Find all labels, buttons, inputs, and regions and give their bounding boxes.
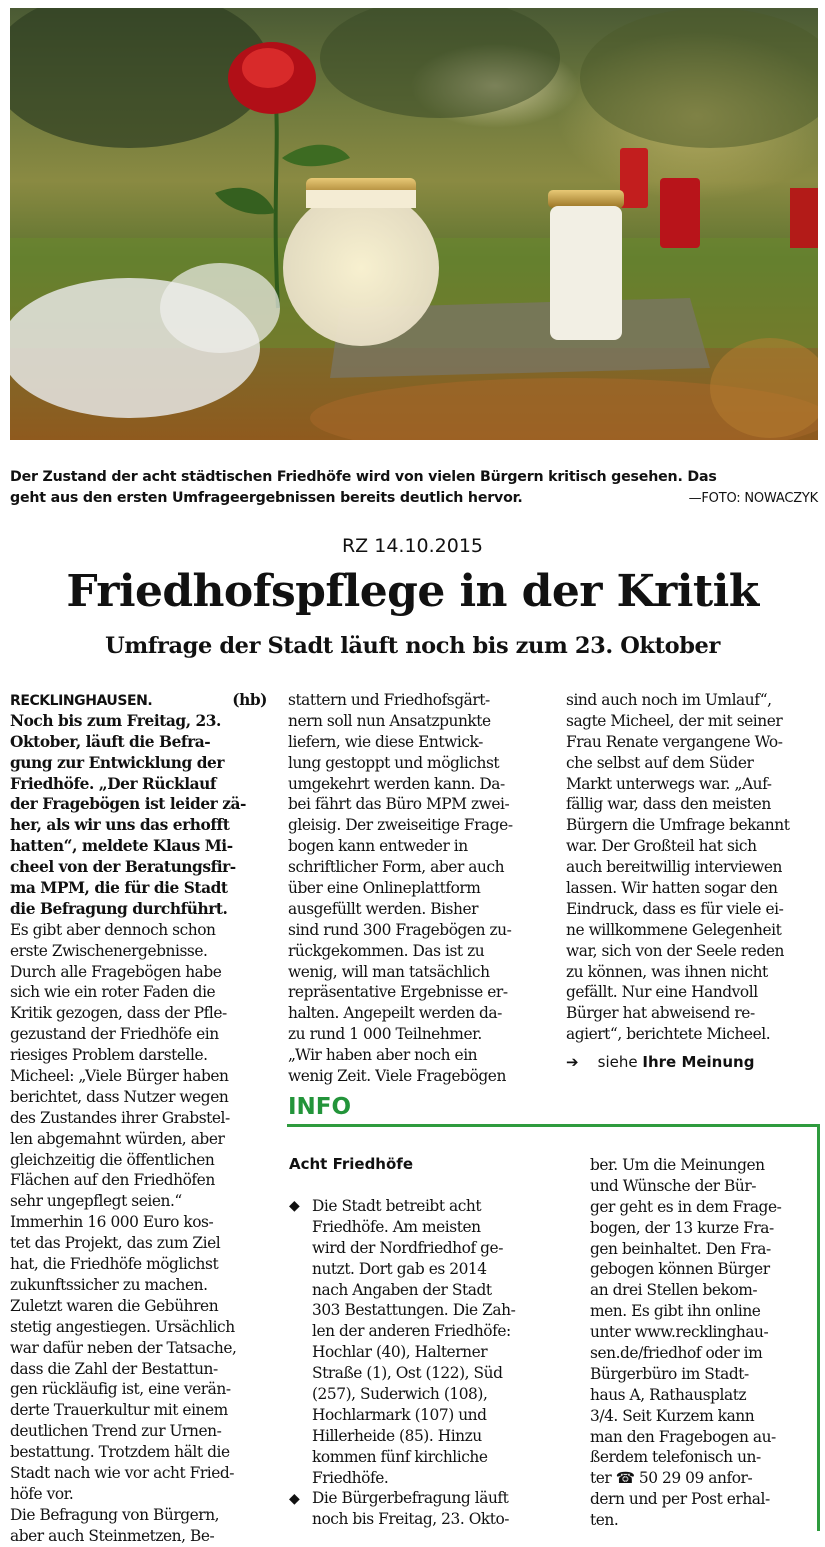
bullet-icon: ◆ <box>289 1491 300 1507</box>
text-line: ger geht es in dem Frage- <box>590 1197 782 1216</box>
text-line: ma MPM, die für die Stadt <box>10 879 228 898</box>
text-line: che selbst auf dem Süder <box>566 753 754 772</box>
text-line: wird der Nordfriedhof ge- <box>312 1238 503 1257</box>
text-line: Friedhöfe. <box>312 1468 389 1487</box>
text-line: ßerdem telefonisch un- <box>590 1448 761 1467</box>
text-line: bestattung. Trotzdem hält die <box>10 1443 230 1462</box>
text-line: sich wie ein roter Faden die <box>10 983 216 1002</box>
photo-illustration <box>10 8 818 440</box>
text-line: stattern und Friedhofsgärt- <box>288 691 490 709</box>
text-line: repräsentative Ergebnisse er- <box>288 983 508 1002</box>
text-line: wenig Zeit. Viele Fragebögen <box>288 1067 506 1086</box>
text-line: war dafür neben der Tatsache, <box>10 1338 237 1357</box>
text-line: stetig angestiegen. Ursächlich <box>10 1317 235 1336</box>
see-also-prefix: siehe <box>597 1053 638 1071</box>
text-line: sind rund 300 Fragebögen zu- <box>288 920 512 939</box>
text-line: des Zustandes ihrer Grabstel- <box>10 1108 230 1127</box>
see-also-target: Ihre Meinung <box>642 1053 755 1071</box>
text-line: fällig war, dass den meisten <box>566 795 771 814</box>
text-line: und Wünsche der Bür- <box>590 1176 757 1195</box>
text-line: rückgekommen. Das ist zu <box>288 941 485 960</box>
text-line: 303 Bestattungen. Die Zah- <box>312 1301 516 1320</box>
text-line: her, als wir uns das erhofft <box>10 816 230 835</box>
text-line: Frau Renate vergangene Wo- <box>566 732 783 751</box>
text-line: Immerhin 16 000 Euro kos- <box>10 1213 214 1232</box>
text-line: Micheel: „Viele Bürger haben <box>10 1067 229 1086</box>
info-column-right <box>590 1155 812 1531</box>
text-line: Kritik gezogen, dass der Pfle- <box>10 1004 227 1023</box>
text-line: noch bis Freitag, 23. Okto- <box>312 1510 510 1529</box>
text-line: Oktober, läuft die Befra- <box>10 732 211 751</box>
text-line: höfe vor. <box>10 1484 74 1503</box>
text-line: dass die Zahl der Bestattun- <box>10 1359 218 1378</box>
caption-line-1: Der Zustand der acht städtischen Friedhöfe wird von vielen Bürgern kritisch gesehen. Das <box>10 469 717 485</box>
text-line: Straße (1), Ost (122), Süd <box>312 1364 503 1383</box>
text-line: Noch bis zum Freitag, 23. <box>10 711 221 730</box>
text-line: gung zur Entwicklung der <box>10 753 225 772</box>
text-line: gezustand der Friedhöfe ein <box>10 1025 219 1044</box>
text-line: len abgemahnt würden, aber <box>10 1129 225 1148</box>
caption-line-2: geht aus den ersten Umfrageergebnissen bereits deutlich hervor. <box>10 490 523 506</box>
text-line: aber auch Steinmetzen, Be- <box>10 1526 215 1545</box>
text-line: Stadt nach wie vor acht Fried- <box>10 1463 235 1482</box>
text-line: unter www.recklinghau- <box>590 1323 769 1342</box>
text-line: über eine Onlineplattform <box>288 879 481 898</box>
text-line: 3/4. Seit Kurzem kann <box>590 1406 755 1425</box>
text-line: lung gestoppt und möglichst <box>288 753 500 772</box>
article-column-2 <box>288 690 544 1087</box>
photo-caption <box>10 467 818 509</box>
text-line: nutzt. Dort gab es 2014 <box>312 1259 487 1278</box>
text-line: schriftlicher Form, aber auch <box>288 858 505 877</box>
text-line: Die Befragung von Bürgern, <box>10 1505 220 1524</box>
text-line: (257), Suderwich (108), <box>312 1385 488 1404</box>
text-line: gefällt. Nur eine Handvoll <box>566 983 758 1002</box>
text-line: an drei Stellen bekom- <box>590 1281 758 1300</box>
text-line: erste Zwischenergebnisse. <box>10 941 208 960</box>
text-line: Markt unterwegs war. „Auf- <box>566 774 772 793</box>
date-stamp: RZ 14.10.2015 <box>341 535 484 557</box>
text-line: ten. <box>590 1511 619 1530</box>
text-line: wenig, will man tatsächlich <box>288 962 490 981</box>
text-line: Bürgerbüro im Stadt- <box>590 1364 749 1383</box>
article-column-1 <box>10 690 267 1547</box>
text-line: sehr ungepflegt seien.“ <box>10 1192 182 1211</box>
text-line: Bürgern die Umfrage bekannt <box>566 816 790 835</box>
text-line: ber. Um die Meinungen <box>590 1156 765 1174</box>
text-line: halten. Angepeilt werden da- <box>288 1004 502 1023</box>
text-line: hat, die Friedhöfe möglichst <box>10 1255 219 1274</box>
headline: Friedhofspflege in der Kritik <box>66 566 759 617</box>
text-line: berichtet, dass Nutzer wegen <box>10 1087 229 1106</box>
text-line: Zuletzt waren die Gebühren <box>10 1296 219 1315</box>
text-line: Flächen auf den Friedhöfen <box>10 1171 215 1190</box>
text-line: dern und per Post erhal- <box>590 1490 770 1509</box>
text-line: nern soll nun Ansatzpunkte <box>288 711 491 730</box>
text-line: liefern, wie diese Entwick- <box>288 732 483 751</box>
text-line: war. Der Großteil hat sich <box>566 837 757 856</box>
text-line: riesiges Problem darstelle. <box>10 1046 208 1065</box>
text-line: auch bereitwillig interviewen <box>566 858 783 877</box>
text-line: umgekehrt werden kann. Da- <box>288 774 505 793</box>
text-line: agiert“, berichtete Micheel. <box>566 1025 771 1044</box>
text-line: sind auch noch im Umlauf“, <box>566 691 772 709</box>
text-line: sagte Micheel, der mit seiner <box>566 711 783 730</box>
text-line: ne willkommene Gelegenheit <box>566 920 782 939</box>
text-line: gleisig. Der zweiseitige Frage- <box>288 816 513 835</box>
text-line: bogen, der 13 kurze Fra- <box>590 1218 774 1237</box>
text-line: zukunftssicher zu machen. <box>10 1275 208 1294</box>
text-line: war, sich von der Seele reden <box>566 941 784 960</box>
arrow-right-icon: ➔ <box>566 1053 579 1071</box>
text-line: lassen. Wir hatten sogar den <box>566 879 778 898</box>
text-line: gen rückläufig ist, eine verän- <box>10 1380 231 1399</box>
text-line: der Fragebögen ist leider zä- <box>10 795 246 814</box>
text-line: Hochlarmark (107) und <box>312 1405 487 1424</box>
text-line: Bürger hat abweisend re- <box>566 1004 755 1023</box>
text-line: Die Stadt betreibt acht <box>312 1197 482 1215</box>
text-line: deutlichen Trend zur Urnen- <box>10 1422 222 1441</box>
photo-credit: —FOTO: NOWACZYK <box>688 491 818 506</box>
text-line: RECKLINGHAUSEN. (hb) <box>10 691 267 709</box>
info-box-right-border <box>817 1124 820 1531</box>
text-line: gebogen können Bürger <box>590 1260 770 1279</box>
text-line: zu können, was ihnen nicht <box>566 962 768 981</box>
text-line: Es gibt aber dennoch schon <box>10 920 216 939</box>
text-line: zu rund 1 000 Teilnehmer. <box>288 1025 482 1044</box>
info-box-top-border <box>287 1124 820 1127</box>
text-line: „Wir haben aber noch ein <box>288 1046 478 1065</box>
text-line: ter ☎ 50 29 09 anfor- <box>590 1469 753 1488</box>
text-line: Durch alle Fragebögen habe <box>10 962 222 981</box>
text-line: bogen kann entweder in <box>288 837 468 856</box>
text-line: Friedhöfe. „Der Rücklauf <box>10 774 217 793</box>
text-line: nach Angaben der Stadt <box>312 1280 492 1299</box>
text-line: cheel von der Beratungsfir- <box>10 858 236 877</box>
article-column-3 <box>566 690 818 1045</box>
text-line: hatten“, meldete Klaus Mi- <box>10 837 233 856</box>
text-line: Hillerheide (85). Hinzu <box>312 1426 482 1445</box>
text-line: die Befragung durchführt. <box>10 899 228 918</box>
text-line: tet das Projekt, das zum Ziel <box>10 1234 221 1253</box>
text-line: men. Es gibt ihn online <box>590 1302 761 1321</box>
text-line: bei fährt das Büro MPM zwei- <box>288 795 510 814</box>
text-line: gen beinhaltet. Den Fra- <box>590 1239 771 1258</box>
text-line: Die Bürgerbefragung läuft <box>312 1489 509 1508</box>
info-box-subtitle: Acht Friedhöfe <box>289 1155 413 1173</box>
text-line: kommen fünf kirchliche <box>312 1447 488 1466</box>
subheadline: Umfrage der Stadt läuft noch bis zum 23. Oktober <box>105 633 720 659</box>
text-line: Hochlar (40), Halterner <box>312 1343 488 1362</box>
text-line: derte Trauerkultur mit einem <box>10 1401 228 1420</box>
text-line: gleichzeitig die öffentlichen <box>10 1150 215 1169</box>
text-line: man den Fragebogen au- <box>590 1427 776 1446</box>
article-photo <box>10 8 818 440</box>
info-box-title: INFO <box>288 1094 352 1120</box>
info-column-left <box>312 1196 574 1530</box>
text-line: sen.de/friedhof oder im <box>590 1344 763 1363</box>
bullet-icon: ◆ <box>289 1198 300 1214</box>
text-line: len der anderen Friedhöfe: <box>312 1322 511 1341</box>
text-line: Eindruck, dass es für viele ei- <box>566 899 784 918</box>
see-also-reference <box>566 1053 754 1071</box>
text-line: Friedhöfe. Am meisten <box>312 1217 481 1236</box>
text-line: haus A, Rathausplatz <box>590 1385 747 1404</box>
text-line: ausgefüllt werden. Bisher <box>288 899 479 918</box>
